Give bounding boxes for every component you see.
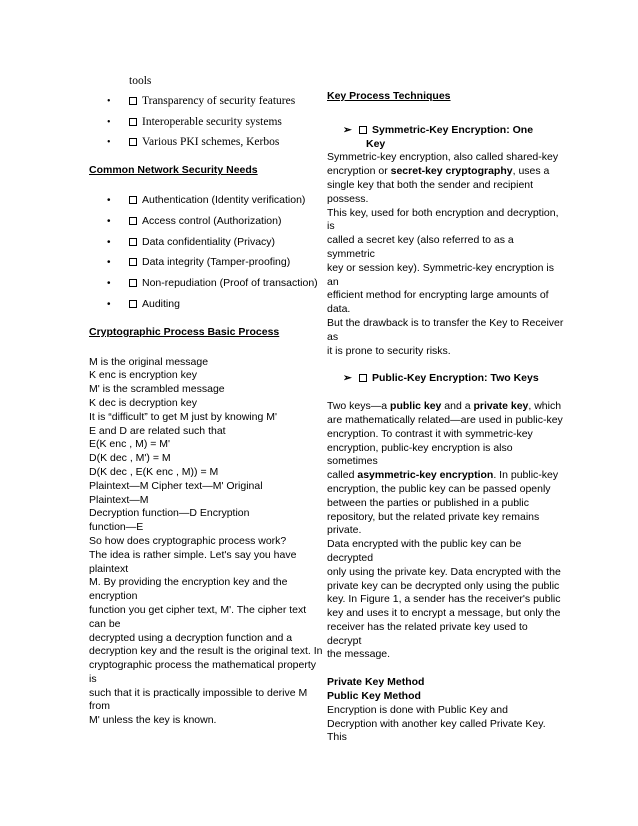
- list-item: • Transparency of security features: [107, 94, 296, 107]
- list-item: • Authentication (Identity verification): [107, 193, 306, 206]
- text-line: key or session key). Symmetric-key encryption is: [327, 261, 554, 274]
- checkbox-glyph-icon: [129, 97, 137, 105]
- text-line: It is “difficult” to get M just by knowing M': [89, 410, 277, 423]
- text-line: M is the original message: [89, 355, 209, 368]
- text-line: M' unless the key is known.: [89, 714, 217, 727]
- text-line: can be: [89, 617, 121, 630]
- text-line: receiver has the related private key used to: [327, 620, 528, 633]
- text-line: decrypted using a decryption function and a: [89, 631, 293, 644]
- subheading-private-key-method: Private Key Method: [327, 676, 425, 689]
- subheading-symmetric-cont: Key: [366, 137, 386, 150]
- text-line: Two keys—a public key and a private key, which: [327, 400, 562, 413]
- text-line: Plaintext—M: [89, 493, 149, 506]
- subheading-public-key-method: Public Key Method: [327, 690, 421, 703]
- text-line: Encryption is done with Public Key and: [327, 703, 508, 716]
- arrow-bullet-icon: ➢: [343, 372, 352, 385]
- text-line: encryption, the public key can be passed openly: [327, 482, 551, 495]
- section-heading-security-needs: Common Network Security Needs: [89, 164, 258, 177]
- checkbox-glyph-icon: [129, 196, 137, 204]
- process-text: [89, 355, 323, 729]
- continued-text: tools: [129, 75, 152, 87]
- text-line: cryptographic process the mathematical property: [89, 659, 317, 672]
- text-line: the message.: [327, 648, 391, 661]
- text-line: efficient method for encrypting large amounts of: [327, 289, 549, 302]
- text-line: K dec is decryption key: [89, 396, 197, 409]
- list-item: • Data confidentiality (Privacy): [107, 235, 276, 248]
- text-line: encryption: [89, 590, 138, 603]
- text-line: as: [327, 330, 339, 343]
- text-line: key. In Figure 1, a sender has the receiver's public: [327, 593, 561, 606]
- text-line: decryption key and the result is the original text. In: [89, 645, 323, 658]
- list-item: • Data integrity (Tamper-proofing): [107, 256, 291, 269]
- text-line: K enc is encryption key: [89, 369, 197, 382]
- text-line: E(K enc , M) = M': [89, 438, 171, 451]
- text-line: it is prone to security risks.: [327, 344, 451, 357]
- text-line: Decryption function—D Encryption: [89, 507, 250, 520]
- text-line: sometimes: [327, 455, 378, 468]
- text-line: Symmetric-key encryption, also called shared-key: [327, 151, 559, 164]
- text-line: called asymmetric-key encryption. In public-key: [327, 469, 559, 482]
- text-line: is: [327, 220, 335, 233]
- text-line: is: [89, 672, 97, 685]
- text-line: an: [327, 275, 339, 288]
- checkbox-glyph-icon: [129, 118, 137, 126]
- text-line: repository, but the related private key remains: [327, 510, 540, 523]
- text-line: called a secret key (also referred to as a: [327, 234, 514, 247]
- text-line: function you get cipher text, M'. The cipher text: [89, 603, 307, 616]
- checkbox-glyph-icon: [129, 258, 137, 266]
- list-item: • Non-repudiation (Proof of transaction): [107, 277, 318, 290]
- text-line: private key can be decrypted only using the public: [327, 579, 560, 592]
- text-line: plaintext: [89, 562, 129, 575]
- checkbox-glyph-icon: [129, 238, 137, 246]
- checkbox-glyph-icon: [129, 138, 137, 146]
- text-line: from: [89, 700, 110, 713]
- subheading-symmetric: ➢ Symmetric-Key Encryption: One: [343, 123, 534, 136]
- text-line: E and D are related such that: [89, 424, 226, 437]
- text-line: So how does cryptographic process work?: [89, 534, 287, 547]
- text-line: data.: [327, 303, 351, 316]
- left-column: [89, 75, 323, 728]
- text-line: only using the private key. Data encrypted with the: [327, 565, 561, 578]
- text-line: key and uses it to encrypt a message, but only the: [327, 607, 561, 620]
- text-line: possess.: [327, 192, 369, 205]
- list-item: • Access control (Authorization): [107, 214, 282, 227]
- list-item: • Auditing: [107, 297, 180, 310]
- checkbox-glyph-icon: [359, 126, 367, 134]
- text-line: But the drawback is to transfer the Key to Receiver: [327, 316, 564, 329]
- checkbox-glyph-icon: [359, 374, 367, 382]
- text-line: encryption or secret-key cryptography, uses a: [327, 165, 550, 178]
- text-line: Data encrypted with the public key can be: [327, 538, 522, 551]
- text-line: function—E: [89, 521, 144, 534]
- text-line: This key, used for both encryption and decryption,: [327, 206, 559, 219]
- text-line: encryption, public-key encryption is also: [327, 441, 513, 454]
- text-line: D(K dec , E(K enc , M)) = M: [89, 465, 219, 478]
- text-line: The idea is rather simple. Let's say you have: [89, 548, 297, 561]
- text-line: symmetric: [327, 247, 375, 260]
- text-line: D(K dec , M') = M: [89, 452, 171, 465]
- text-line: are mathematically related—are used in public-key: [327, 413, 563, 426]
- text-line: single key that both the sender and recipient: [327, 178, 534, 191]
- section-heading-key-techniques: Key Process Techniques: [327, 90, 451, 102]
- text-line: encryption. To contrast it with symmetric-key: [327, 427, 533, 440]
- text-line: M' is the scrambled message: [89, 383, 225, 396]
- right-column: [327, 90, 564, 745]
- text-line: decrypt: [327, 634, 362, 647]
- checkbox-glyph-icon: [129, 300, 137, 308]
- text-line: between the parties or published in a public: [327, 496, 529, 509]
- text-line: decrypted: [327, 551, 374, 564]
- text-line: This: [327, 731, 347, 744]
- text-line: Decryption with another key called Private Key.: [327, 717, 546, 730]
- text-line: such that it is practically impossible to derive M: [89, 686, 308, 699]
- list-item: • Interoperable security systems: [107, 115, 282, 128]
- text-line: M. By providing the encryption key and the: [89, 576, 288, 589]
- checkbox-glyph-icon: [129, 279, 137, 287]
- list-item: • Various PKI schemes, Kerbos: [107, 136, 280, 149]
- section-heading-crypto-process: Cryptographic Process Basic Process: [89, 325, 280, 338]
- arrow-bullet-icon: ➢: [343, 123, 352, 136]
- subheading-public: ➢ Public-Key Encryption: Two Keys: [343, 372, 539, 385]
- text-line: private.: [327, 524, 362, 537]
- text-line: Plaintext—M Cipher text—M' Original: [89, 479, 263, 492]
- checkbox-glyph-icon: [129, 217, 137, 225]
